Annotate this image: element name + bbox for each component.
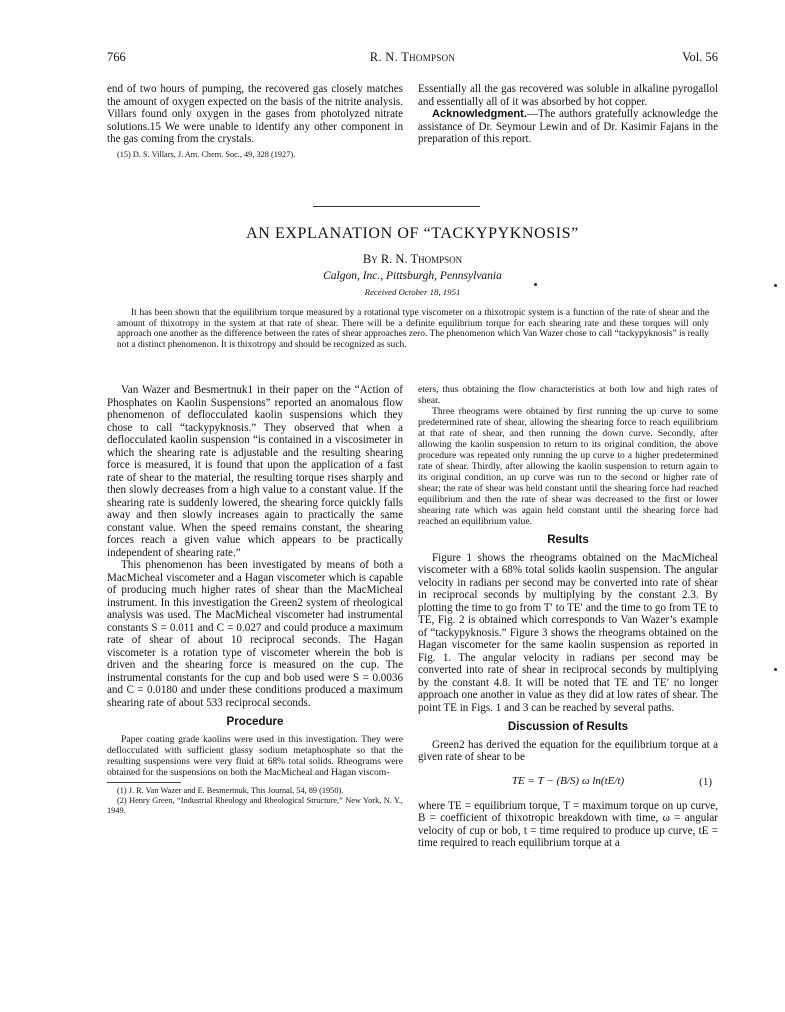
margin-dot bbox=[774, 668, 777, 671]
footnote-1: (1) J. R. Van Wazer and E. Besmertnuk, This Journal, 54, 89 (1950). bbox=[117, 785, 344, 795]
acknowledgment-text: —The authors gratefully acknowledge the assistance of Dr. Seymour Lewin and of Dr. Kasimir Fajans in the preparation of this report. bbox=[418, 108, 718, 145]
article-left-column bbox=[107, 384, 403, 816]
footnote-15: (15) D. S. Villars, J. Am. Chem. Soc., 49, 328 (1927). bbox=[117, 149, 296, 159]
article-separator-rule bbox=[313, 206, 480, 207]
discussion-heading: Discussion of Results bbox=[507, 721, 629, 733]
results-paragraph: Figure 1 shows the rheograms obtained on the MacMicheal viscometer with a 68% total solids kaolin suspension. The angular velocity in radians per second may be converted into rate of shear in reciprocal seconds by multiplying by the constant 2.3. By plotting the time to go from T′ to TE′ and the time to go from TE to TE, Fig. 2 is obtained which corresponds to Van Wazer’s example of “tackypyknosis.” Figure 3 shows the rheograms obtained on the Hagan viscometer for the same kaolin suspension as reported in Fig. 1. The angular velocity in radians per second may be converted into rate of shear in reciprocal seconds by multiplying by the constant 4.8. It will be noted that TE and TE′ no longer approach one another in value as they did at low rates of shear. The point TE in Figs. 1 and 3 can be reached by several paths. bbox=[418, 551, 718, 714]
results-heading: Results bbox=[547, 534, 589, 546]
footnote-2: (2) Henry Green, “Industrial Rheology and Rheological Structure,” New York, N. Y., 1949. bbox=[107, 795, 403, 815]
previous-article-conclusion: Essentially all the gas recovered was soluble in alkaline pyrogallol and essentially all of it was absorbed by hot copper. bbox=[418, 83, 718, 108]
procedure-method-paragraph: Three rheograms were obtained by first running the up curve to some predetermined rate of shear, allowing the shearing force to reach equilibrium at that rate of shear, and then running the down curve. Secondly, after allowing the kaolin suspension to return to its original condition, the above procedure was repeated only running the up curve to a higher predetermined rate of shear. Thirdly, after allowing the kaolin suspension to return again to its original condition, an up curve was run to the second or higher rate of shear; the rate of shear was held constant until the shearing force had reached equilibrium and then the rate of shear was decreased to the first or lower shearing rate which was again held constant until the shearing force had reached an equilibrium value. bbox=[418, 406, 718, 527]
article-abstract: It has been shown that the equilibrium torque measured by a rotational type viscometer on a thixotropic system is a function of the rate of shear and the amount of thixotropy in the system at that rate of shear. There will be a definite equilibrium torque for each shearing rate and these torques will only approach one another as the difference between the rates of shear approaches zero. The phenomenon which Van Wazer chose to call “tackypyknosis” is really not a distinct phenomenon. It is thixotropy and should be recognized as such. bbox=[117, 308, 709, 350]
running-head bbox=[107, 50, 718, 66]
bullet-dot bbox=[534, 283, 537, 286]
equation-number: (1) bbox=[699, 775, 712, 788]
previous-article-paragraph: end of two hours of pumping, the recovered gas closely matches the amount of oxygen expected on the basis of the nitrite analysis. Villars found only oxygen in the gases from photolyzed nitrate solutions.15 We were unable to identify any other component in the gas coming from the crystals. bbox=[107, 83, 403, 145]
discussion-intro: Green2 has derived the equation for the equilibrium torque at a given rate of shear to be bbox=[418, 738, 718, 763]
equation-text: TE = T − (B/S) ω ln(tE/t) bbox=[511, 774, 625, 787]
discussion-definitions: where TE = equilibrium torque, T = maximum torque on up curve, B = coefficient of thixotropic breakdown with time, ω = angular velocity of cup or bob, t = time required to produce up curve, tE = time required to reach equilibrium torque at a bbox=[418, 799, 718, 849]
received-date: Received October 18, 1951 bbox=[364, 287, 461, 297]
volume-label: Vol. 56 bbox=[682, 50, 718, 64]
acknowledgment bbox=[418, 108, 718, 146]
procedure-continuation: eters, thus obtaining the flow characteristics at both low and high rates of shear. bbox=[418, 384, 718, 406]
procedure-heading: Procedure bbox=[226, 716, 284, 728]
running-head-author: R. N. Thompson bbox=[369, 50, 456, 64]
page-number: 766 bbox=[107, 50, 126, 64]
procedure-paragraph: Paper coating grade kaolins were used in this investigation. They were deflocculated with sufficient glassy sodium metaphosphate so that the resulting suspensions were very fluid at 68% total solids. Rheograms were obtained for the suspensions on both the MacMicheal and Hagan viscom- bbox=[107, 733, 403, 778]
footnotes bbox=[107, 786, 403, 816]
article-byline: By R. N. Thompson bbox=[362, 252, 463, 266]
intro-paragraph: Van Wazer and Besmertnuk1 in their paper on the “Action of Phosphates on Kaolin Suspensions” reported an anomalous flow phenomenon of deflocculated kaolin suspensions which they chose to call “tackypyknosis.” They observed that when a deflocculated kaolin suspension “is contained in a viscosimeter in which the shearing rate is adjustable and the resulting shearing force is measured, it is found that upon the application of a fast rate of shear to the material, the resulting torque rises sharply and then slowly decreases from a high value to a constant value. If the shearing rate is suddenly lowered, the shearing force quickly falls away and then slowly increases again to practically the same constant value. When the speed remains constant, the shearing forces reach a given value which appears to be practically independent of shearing rate.” bbox=[107, 384, 403, 559]
equation-1 bbox=[418, 770, 718, 794]
article-affiliation: Calgon, Inc., Pittsburgh, Pennsylvania bbox=[323, 270, 502, 282]
article-title: AN EXPLANATION OF “TACKYPYKNOSIS” bbox=[246, 225, 579, 242]
previous-article-right-column bbox=[418, 83, 718, 146]
margin-dot bbox=[774, 284, 777, 287]
footnote-rule bbox=[107, 782, 181, 783]
article-right-column bbox=[418, 384, 718, 850]
previous-article-left-column bbox=[107, 83, 403, 160]
investigation-paragraph: This phenomenon has been investigated by means of both a MacMicheal viscometer and a Hagan viscometer which is capable of producing much higher rates of shear than the MacMicheal instrument. In this investigation the Green2 system of rheological analysis was used. The MacMicheal viscometer had instrumental constants S = 0.011 and C = 0.027 and could produce a maximum rate of shear of about 10 reciprocal seconds. The Hagan viscometer is a rotation type of viscometer wherein the bob is driven and the shearing force is measured on the cup. The instrumental constants for the cup and bob used were S = 0.0036 and C = 0.0180 and under these conditions produced a maximum shearing rate of about 533 reciprocal seconds. bbox=[107, 559, 403, 709]
acknowledgment-label: Acknowledgment. bbox=[432, 108, 527, 120]
